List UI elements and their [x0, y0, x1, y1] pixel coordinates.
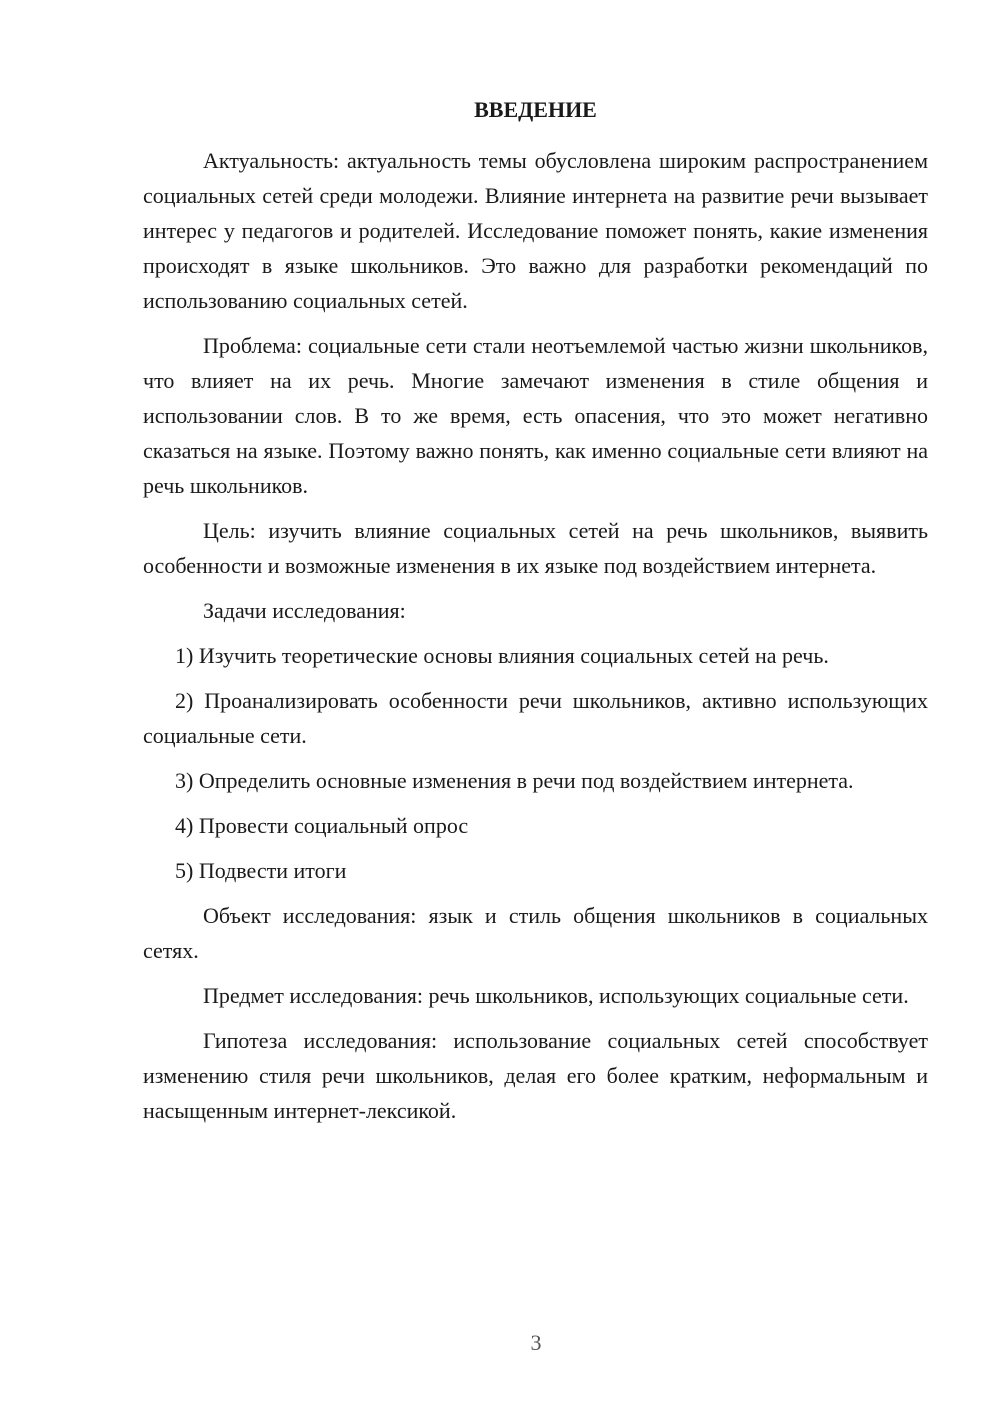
document-title: ВВЕДЕНИЕ — [474, 97, 597, 122]
task-item-3: 3) Определить основные изменения в речи под воздействием интернета. — [175, 768, 854, 793]
hypothesis-paragraph: Гипотеза исследования: использование социальных сетей способствует изменению стиля речи школьников, делая его более кратким, неформальным и насыщенным интернет-лексикой. — [143, 1028, 928, 1123]
page-number: 3 — [530, 1330, 542, 1355]
document-body — [143, 92, 928, 1138]
task-item-5: 5) Подвести итоги — [175, 858, 347, 883]
task-item-2: 2) Проанализировать особенности речи школьников, активно использующих социальные сети. — [143, 688, 928, 748]
goal-paragraph: Цель: изучить влияние социальных сетей на речь школьников, выявить особенности и возможные изменения в их языке под воздействием интернета. — [143, 518, 928, 578]
object-paragraph: Объект исследования: язык и стиль общения школьников в социальных сетях. — [143, 903, 928, 963]
task-item-4: 4) Провести социальный опрос — [175, 813, 469, 838]
tasks-heading: Задачи исследования: — [203, 598, 406, 623]
relevance-paragraph: Актуальность: актуальность темы обусловлена широким распространением социальных сетей среди молодежи. Влияние интернета на развитие речи вызывает интерес у педагогов и родителей. Исследование поможет понять, какие изменения происходят в языке школьников. Это важно для разработки рекомендаций по использованию социальных сетей. — [143, 148, 928, 313]
subject-paragraph: Предмет исследования: речь школьников, использующих социальные сети. — [203, 983, 909, 1008]
task-item-1: 1) Изучить теоретические основы влияния социальных сетей на речь. — [175, 643, 829, 668]
problem-paragraph: Проблема: социальные сети стали неотъемлемой частью жизни школьников, что влияет на их речь. Многие замечают изменения в стиле общения и использовании слов. В то же время, есть опасения, что это может негативно сказаться на языке. Поэтому важно понять, как именно социальные сети влияют на речь школьников. — [143, 333, 928, 498]
